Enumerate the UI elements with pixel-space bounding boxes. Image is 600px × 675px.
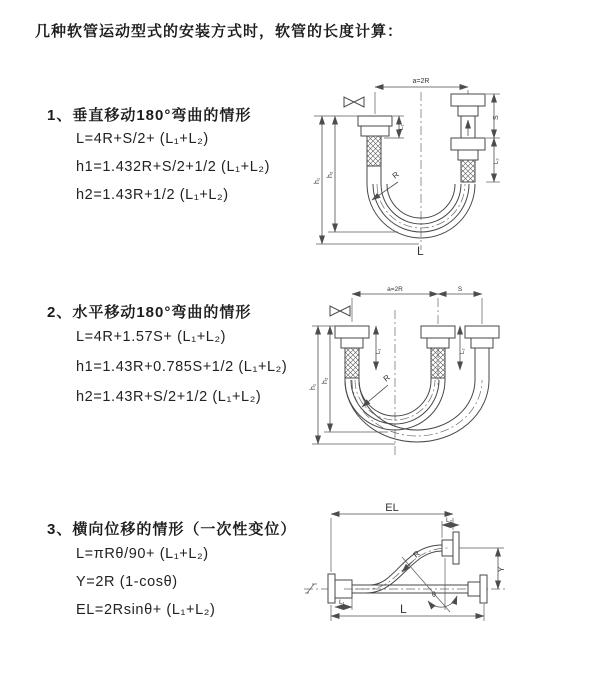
radius-callout xyxy=(372,170,401,200)
label-h1: h₁ xyxy=(314,177,321,184)
section1-formula-h2: h2=1.43R+1/2 (L₁+L₂) xyxy=(76,187,229,203)
label-r: R xyxy=(390,169,401,181)
section2-formula-h1: h1=1.43R+0.785S+1/2 (L₁+L₂) xyxy=(76,359,288,375)
valve-icon xyxy=(330,306,350,316)
label-l: L xyxy=(417,244,424,258)
section2-heading: 2、水平移动180°弯曲的情形 xyxy=(47,304,252,321)
right-flange-neutral xyxy=(468,575,487,603)
section3-formula-EL: EL=2Rsinθ+ (L₁+L₂) xyxy=(76,602,216,618)
right-hose-fitting xyxy=(451,94,485,182)
dimension-el xyxy=(331,502,453,572)
label-l2: L₂ xyxy=(494,158,500,164)
label-l: L xyxy=(400,602,407,616)
section1-formula-L: L=4R+S/2+ (L₁+L₂) xyxy=(76,131,209,147)
label-el: EL xyxy=(385,502,399,514)
label-l1: L₁ xyxy=(339,599,345,606)
section2-formula-h2: h2=1.43R+S/2+1/2 (L₁+L₂) xyxy=(76,389,262,405)
dimension-l1 xyxy=(335,598,352,610)
section2-formula-L: L=4R+1.57S+ (L₁+L₂) xyxy=(76,329,227,345)
hose-displaced-s-curve xyxy=(344,545,448,593)
label-y: Y xyxy=(497,566,506,572)
label-h2: h₂ xyxy=(322,377,329,384)
label-a2r: a=2R xyxy=(387,286,403,293)
dimension-s xyxy=(438,286,482,324)
section1-heading: 1、垂直移动180°弯曲的情形 xyxy=(47,107,252,124)
hose-u-bend-position2 xyxy=(345,380,489,442)
label-s: S xyxy=(493,115,500,120)
label-theta: θ xyxy=(432,592,436,599)
diagram-vertical-180-bend xyxy=(298,66,590,262)
label-s: S xyxy=(457,286,463,293)
dimension-s xyxy=(486,94,500,138)
dimension-l2 xyxy=(486,138,500,182)
right-hose-fitting-moved xyxy=(465,326,499,380)
label-r: R xyxy=(381,372,392,384)
label-h1: h₁ xyxy=(310,383,317,390)
label-r: R xyxy=(411,548,422,560)
label-h2: h₂ xyxy=(327,171,334,178)
dimension-l xyxy=(331,602,484,621)
diagram-horizontal-180-bend xyxy=(298,280,590,468)
section3-formula-L: L=πRθ/90+ (L₁+L₂) xyxy=(76,546,209,562)
centerline-break-mark xyxy=(305,584,317,593)
page-title: 几种软管运动型式的安装方式时，软管的长度计算： xyxy=(35,23,404,40)
upper-flange-displaced xyxy=(442,532,459,564)
valve-icon xyxy=(344,97,364,107)
label-l1: L₁ xyxy=(399,124,405,130)
section3-heading: 3、横向位移的情形（一次性变位） xyxy=(47,521,297,538)
label-a2r: a=2R xyxy=(412,78,430,85)
label-l2: L₂ xyxy=(460,348,466,354)
section1-formula-h1: h1=1.432R+S/2+1/2 (L₁+L₂) xyxy=(76,159,271,175)
middle-hose-fitting xyxy=(421,326,455,378)
dimension-l1 xyxy=(376,326,382,370)
label-l2: L₂ xyxy=(446,517,453,524)
left-hose-fitting xyxy=(358,116,392,166)
left-hose-fitting xyxy=(335,326,369,378)
section3-formula-Y: Y=2R (1-cosθ) xyxy=(76,574,178,590)
diagram-lateral-displacement xyxy=(296,500,596,668)
label-l1: L₁ xyxy=(376,348,382,354)
